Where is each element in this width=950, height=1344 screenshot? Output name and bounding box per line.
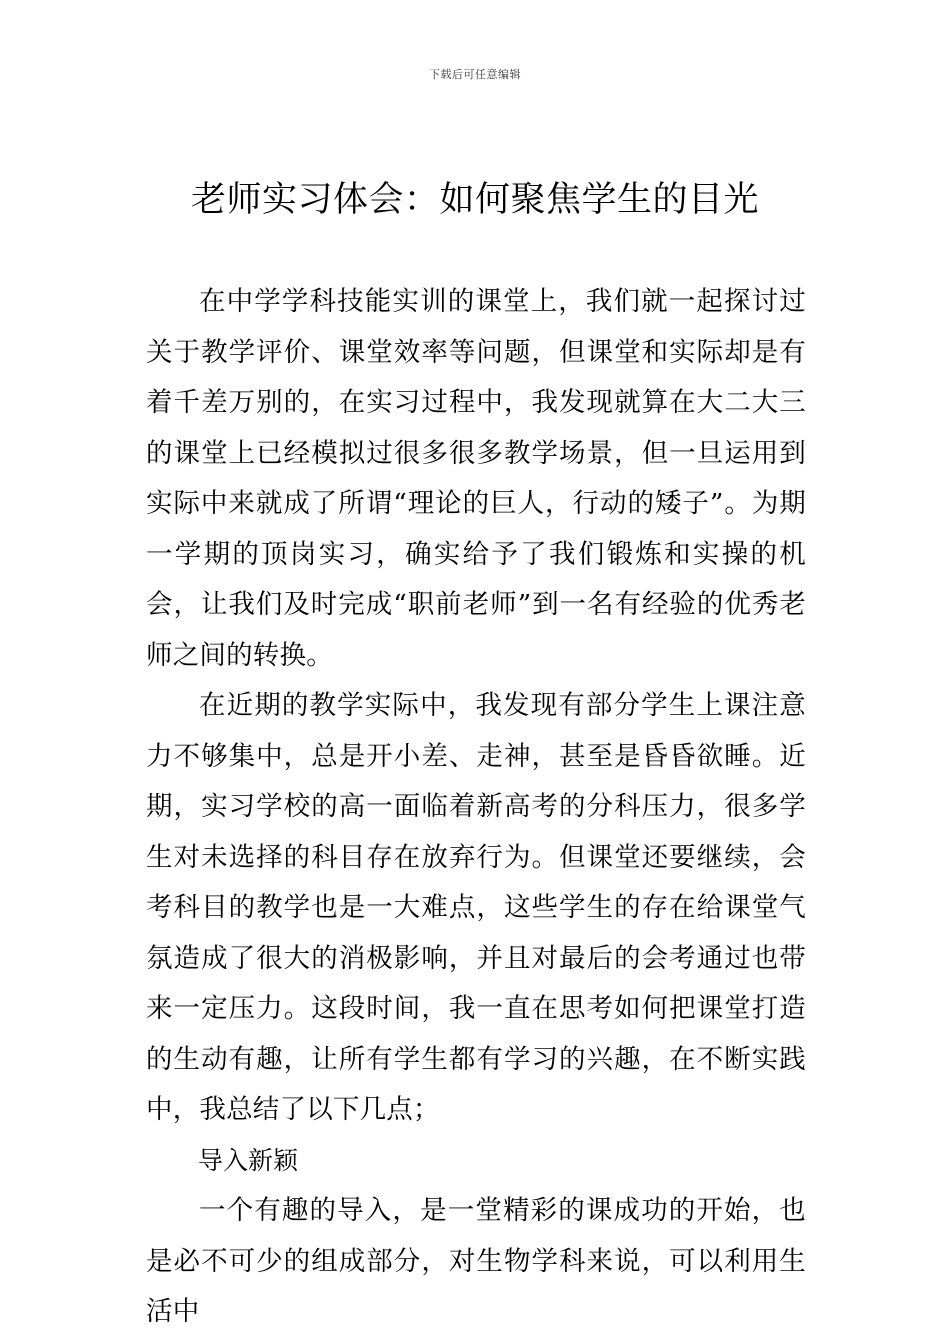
document-body bbox=[146, 277, 806, 1338]
body-paragraph: 一个有趣的导入，是一堂精彩的课成功的开始，也是必不可少的组成部分，对生物学科来说，可以利用生活中 bbox=[146, 1195, 806, 1327]
header-note: 下载后可任意编辑 bbox=[429, 68, 521, 81]
body-paragraph: 在近期的教学实际中，我发现有部分学生上课注意力不够集中，总是开小差、走神，甚至是昏昏欲睡。近期，实习学校的高一面临着新高考的分科压力，很多学生对未选择的科目存在放弃行为。但课堂还要继续，会考科目的教学也是一大难点，这些学生的存在给课堂气氛造成了很大的消极影响，并且对最后的会考通过也带来一定压力。这段时间，我一直在思考如何把课堂打造的生动有趣，让所有学生都有学习的兴趣，在不断实践中，我总结了以下几点； bbox=[146, 690, 806, 1125]
body-paragraph: 在中学学科技能实训的课堂上，我们就一起探讨过关于教学评价、课堂效率等问题，但课堂和实际却是有着千差万别的，在实习过程中，我发现就算在大二大三的课堂上已经模拟过很多很多教学场景，但一旦运用到实际中来就成了所谓“理论的巨人，行动的矮子”。为期一学期的顶岗实习，确实给予了我们锻炼和实操的机会，让我们及时完成“职前老师”到一名有经验的优秀老师之间的转换。 bbox=[146, 286, 806, 671]
document-title: 老师实习体会：如何聚焦学生的目光 bbox=[190, 180, 759, 220]
section-subheading: 导入新颖 bbox=[198, 1145, 299, 1175]
